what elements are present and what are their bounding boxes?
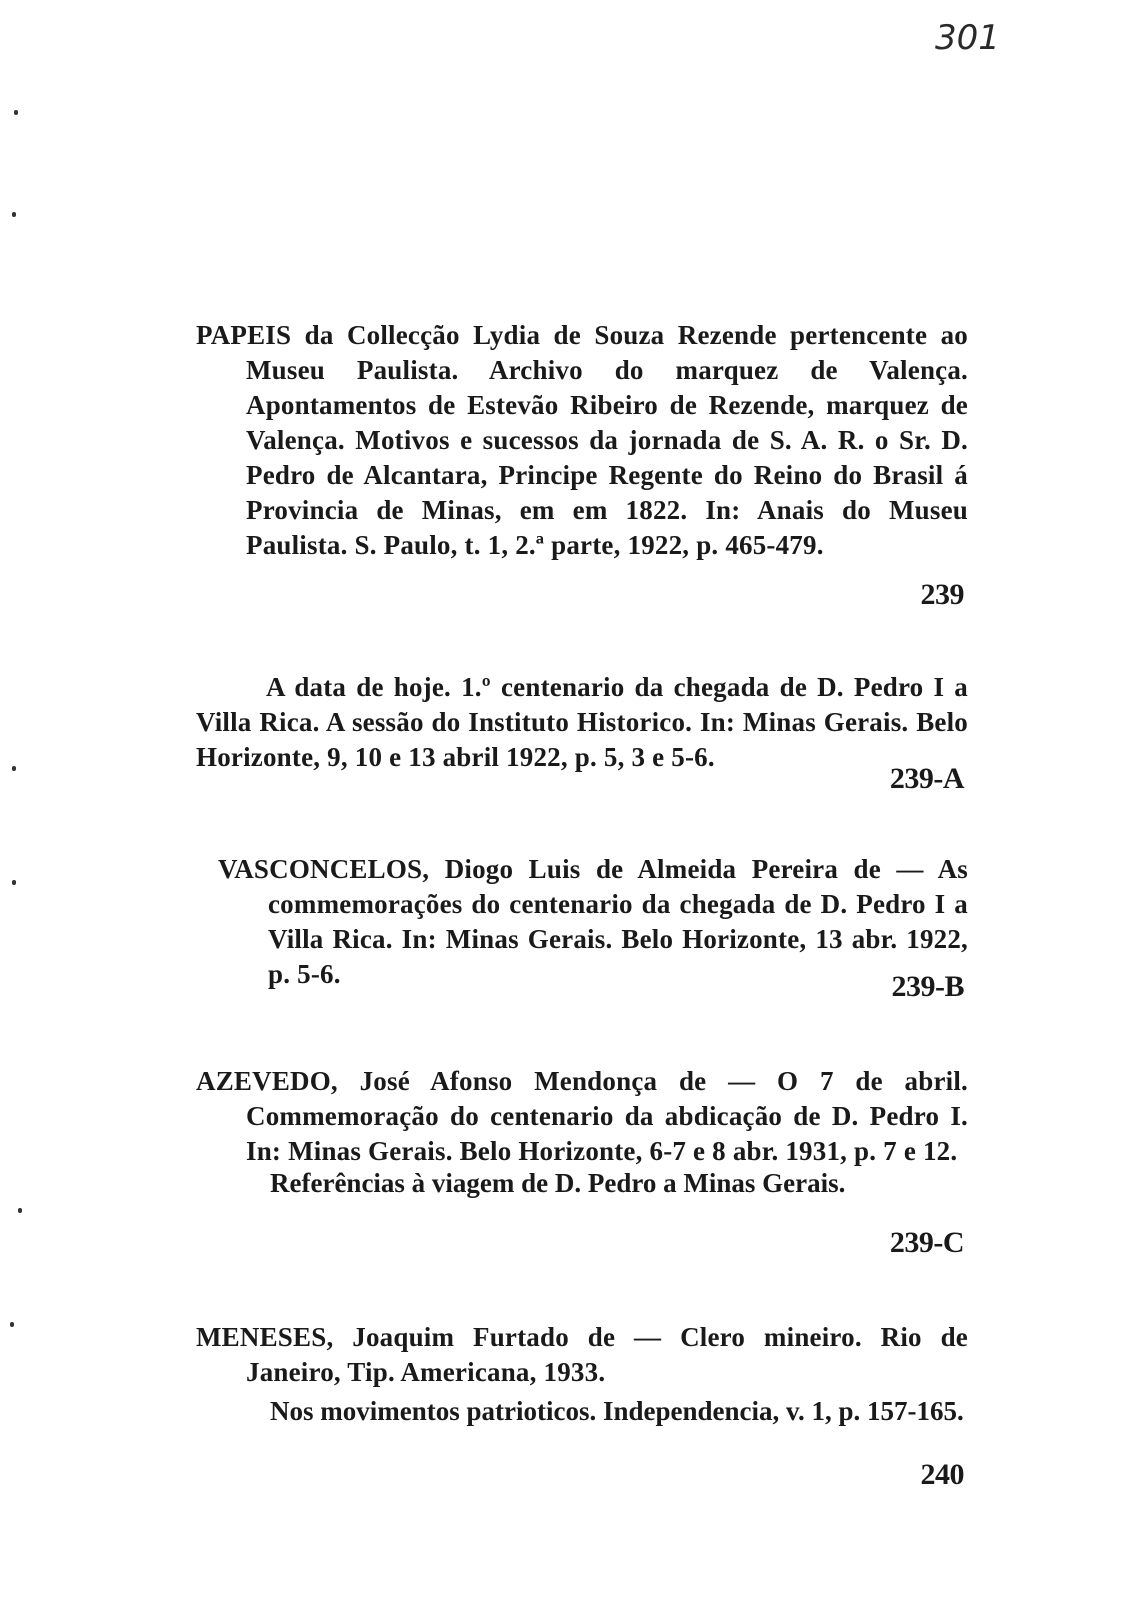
bibliography-entry-papeis — [196, 318, 968, 563]
entry-text: AZEVEDO, José Afonso Mendonça de — O 7 de abril. Commemoração do centenario da abdicação de D. Pedro I. In: Minas Gerais. Belo Horizonte, 6-7 e 8 abr. 1931, p. 7 e 12. — [196, 1066, 968, 1166]
bibliography-entry-meneses — [196, 1320, 968, 1390]
entry-text: MENESES, Joaquim Furtado de — Clero mineiro. Rio de Janeiro, Tip. Americana, 1933. — [196, 1322, 968, 1387]
entry-number-239-c: 239-C — [889, 1226, 964, 1259]
entry-number-239: 239 — [920, 578, 964, 611]
entry-number-239-b: 239-B — [891, 970, 964, 1003]
entry-text: A data de hoje. 1.º centenario da chegada de D. Pedro I a Villa Rica. A sessão do Instituto Historico. In: Minas Gerais. Belo Horizonte, 9, 10 e 13 abril 1922, p. 5, 3 e 5-6. — [196, 672, 968, 772]
bibliography-entry-azevedo — [196, 1064, 968, 1169]
bibliography-entry-data-de-hoje — [196, 670, 968, 775]
handwritten-page-number: 301 — [935, 18, 1000, 58]
entry-number-240: 240 — [920, 1458, 964, 1491]
scan-speck — [12, 766, 16, 771]
scan-speck — [12, 880, 16, 885]
scan-speck — [10, 1322, 14, 1327]
scan-speck — [18, 1208, 22, 1213]
bibliography-entry-vasconcelos — [218, 852, 968, 992]
entry-note-referencias: Referências à viagem de D. Pedro a Minas Gerais. — [270, 1168, 846, 1198]
entry-number-239-a: 239-A — [889, 762, 964, 795]
entry-note-movimentos: Nos movimentos patrioticos. Independencia, v. 1, p. 157-165. — [270, 1396, 964, 1426]
scan-speck — [12, 212, 16, 217]
entry-text: VASCONCELOS, Diogo Luis de Almeida Pereira de — As commemorações do centenario da chegada de D. Pedro I a Villa Rica. In: Minas Gerais. Belo Horizonte, 13 abr. 1922, p. 5-6. — [218, 854, 968, 989]
entry-text: PAPEIS da Collecção Lydia de Souza Rezende pertencente ao Museu Paulista. Archivo do marquez de Valença. Apontamentos de Estevão Ribeiro de Rezende, marquez de Valença. Motivos e sucessos da jornada de S. A. R. o Sr. D. Pedro de Alcantara, Principe Regente do Reino do Brasil á Provincia de Minas, em em 1822. In: Anais do Museu Paulista. S. Paulo, t. 1, 2.ª parte, 1922, p. 465-479. — [196, 320, 968, 560]
scan-speck — [14, 110, 18, 115]
